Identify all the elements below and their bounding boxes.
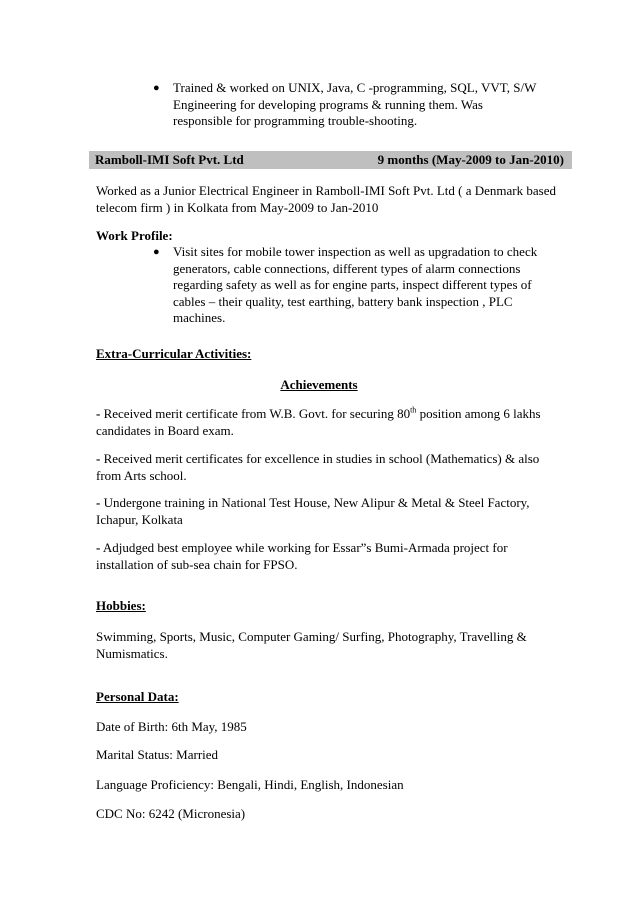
hobbies-text: Swimming, Sports, Music, Computer Gaming/ Surfing, Photography, Travelling & Numismatics.	[96, 629, 527, 661]
dash-marker: -	[96, 406, 101, 421]
work-profile-text: Visit sites for mobile tower inspection as well as upgradation to check generators, cable connections, different types of alarm connections regarding safety as well as for engine parts, inspect different types of cables – their quality, test earthing, battery bank inspection , PLC machines.	[173, 244, 538, 325]
personal-data-heading: Personal Data:	[96, 689, 179, 704]
skills-bullet-list	[149, 80, 545, 130]
achievement-item	[96, 406, 566, 439]
company-name: Ramboll-IMI Soft Pvt. Ltd	[95, 152, 244, 167]
skills-bullet-item	[149, 80, 545, 130]
dash-marker: -	[96, 495, 101, 510]
achievement-text: Undergone training in National Test House, New Alipur & Metal & Steel Factory, Ichapur, Kolkata	[96, 495, 530, 527]
achievement-text: Received merit certificates for excellence in studies in school (Mathematics) & also from Arts school.	[96, 451, 540, 483]
achievement-text: Adjudged best employee while working for Essar”s Bumi-Armada project for installation of sub-sea chain for FPSO.	[96, 540, 508, 572]
work-profile-item	[149, 244, 545, 327]
achievement-item	[96, 540, 566, 573]
achievement-sup: th	[410, 405, 417, 415]
dash-marker: -	[96, 451, 101, 466]
date-of-birth: Date of Birth: 6th May, 1985	[96, 719, 247, 734]
achievement-text-post: position among 6 lakhs candidates in Board exam.	[96, 406, 541, 438]
job-description: Worked as a Junior Electrical Engineer in Ramboll-IMI Soft Pvt. Ltd ( a Denmark based telecom firm ) in Kolkata from May-2009 to Jan-2010	[96, 183, 556, 215]
hobbies-heading: Hobbies:	[96, 598, 146, 613]
job-duration: 9 months (May-2009 to Jan-2010)	[377, 152, 564, 167]
work-profile-label: Work Profile:	[96, 228, 173, 243]
achievement-item	[96, 495, 566, 528]
dash-marker: -	[96, 540, 101, 555]
achievements-heading: Achievements	[280, 377, 358, 392]
marital-status: Marital Status: Married	[96, 747, 219, 762]
skills-bullet-text: Trained & worked on UNIX, Java, C -programming, SQL, VVT, S/W Engineering for developing programs & running them. Was responsible for programming trouble-shooting.	[173, 80, 537, 128]
extra-curricular-heading: Extra-Curricular Activities:	[96, 346, 252, 361]
achievement-text-pre: Received merit certificate from W.B. Govt. for securing 80	[100, 406, 411, 421]
bullet-icon: ●	[153, 246, 160, 258]
cdc-number: CDC No: 6242 (Micronesia)	[96, 806, 246, 821]
achievement-item	[96, 451, 566, 484]
company-header-bar	[89, 151, 572, 169]
bullet-icon: ●	[153, 82, 160, 94]
language-proficiency: Language Proficiency: Bengali, Hindi, English, Indonesian	[96, 777, 404, 792]
work-profile-list	[149, 244, 545, 327]
